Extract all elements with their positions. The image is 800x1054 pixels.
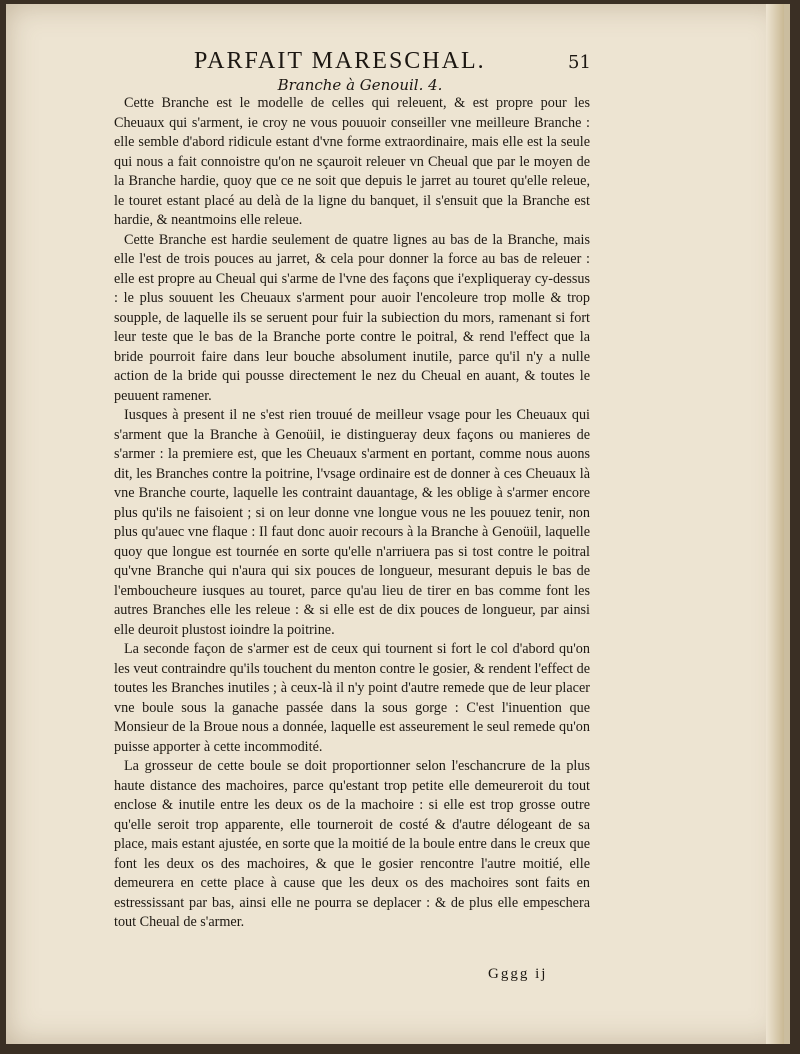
paragraph: Iusques à present il ne s'est rien trouué de meilleur vsage pour les Cheuaux qui s'arment que la Branche à Genoüil, ie distingueray deux façons ou manieres de s'armer : la premiere est, que les Cheuaux s'arment en portant, comme nous auons dit, les Branches contre la poitrine, l'vsage ordinaire est de donner à ces Cheuaux là vne Branche courte, laquelle les contraint dauantage, & les oblige à s'armer encore plus qu'ils ne faisoient ; si on leur donne vne longue vous ne les pouuez tenir, non plus qu'auec vne flaque : Il faut donc auoir recours à la Branche à Genoüil, laquelle quoy que longue est tournée en sorte qu'elle n'arriuera pas si tost contre le poitral qu'vne Branche qui n'aura qui six pouces de longueur, mesurant depuis le bas de l'emboucheure iusques au touret, parce qu'au lieu de tirer en bas comme font les autres Branches elle les releue : & si elle est de dix pouces de longueur, par ainsi elle deuroit plustost ioindre la poitrine. — [114, 407, 590, 638]
page-number: 51 — [568, 52, 591, 73]
signature-mark: Gggg ij — [488, 966, 548, 982]
paragraph: Cette Branche est hardie seulement de quatre lignes au bas de la Branche, mais elle l'est de trois pouces au jarret, & cela pour donner la force au bas de releuer : elle est propre au Cheual qui s'arme de l'vne des façons que i'expliqueray cy-dessus : le plus souuent les Cheuaux s'arment pour auoir l'encoleure trop molle & trop soupple, de laquelle ils se seruent pour fuir la subiection du mors, ramenant si fort leur teste que le bas de la Branche porte contre le poitral, & rend l'effect que la bride pourroit faire dans leur bouche absolument inutile, parce qu'il n'y a nulle action de la bride qui pousse directement le nez du Cheual en auant, & toutes le peuuent ramener. — [114, 231, 590, 404]
section-heading: Branche à Genouil. 4. — [277, 76, 443, 94]
book-page — [6, 4, 790, 1044]
body-text — [114, 94, 590, 933]
paragraph: La grosseur de cette boule se doit proportionner selon l'eschancrure de la plus haute distance des machoires, parce qu'estant trop petite elle demeureroit du tout enclose & inutile entre les deux os de la machoire : si elle est trop grosse outre qu'elle seroit trop apparente, elle tourneroit de costé & d'autre délogeant de sa place, mais estant ajustée, en sorte que la moitié de la boule entre dans le creux que font les deux os des machoires, & que le gosier rencontre l'autre moitié, elle demeurera en cette place à cause que les deux os des machoires sont faits en estressissant par bas, ainsi elle ne pourra se deplacer : & de plus elle empeschera tout Cheual de s'armer. — [114, 758, 590, 930]
paragraph: La seconde façon de s'armer est de ceux qui tournent si fort le col d'abord qu'on les veut contraindre qu'ils touchent du menton contre le gosier, & rendent l'effect de toutes les Branches inutiles ; à ceux-là il n'y point d'autre remede que de leur placer vne boule sous la ganache passée dans la sous gorge : C'est l'inuention que Monsieur de la Broue nous a donnée, laquelle est asseurement le seul remede qu'on puisse apporter à cette incommodité. — [114, 641, 590, 755]
running-title: PARFAIT MARESCHAL. — [194, 48, 486, 74]
page-header — [6, 48, 784, 78]
paragraph: Cette Branche est le modelle de celles qui releuent, & est propre pour les Cheuaux qui s'arment, ie croy ne vous pouuoir conseiller vne meilleure Branche : elle semble d'abord ridicule estant d'vne forme extraordinaire, mais elle est la seule qui nous a fait connoistre qu'on ne sçauroit releuer vn Cheual que par le moyen de la Branche hardie, quoy que ce ne soit que depuis le jarret au touret qu'elle releue, le touret estant placé au delà de la ligne du banquet, il s'ensuit que la Branche est hardie, & neantmoins elle releue. — [114, 95, 590, 228]
page-gutter — [766, 4, 784, 1044]
